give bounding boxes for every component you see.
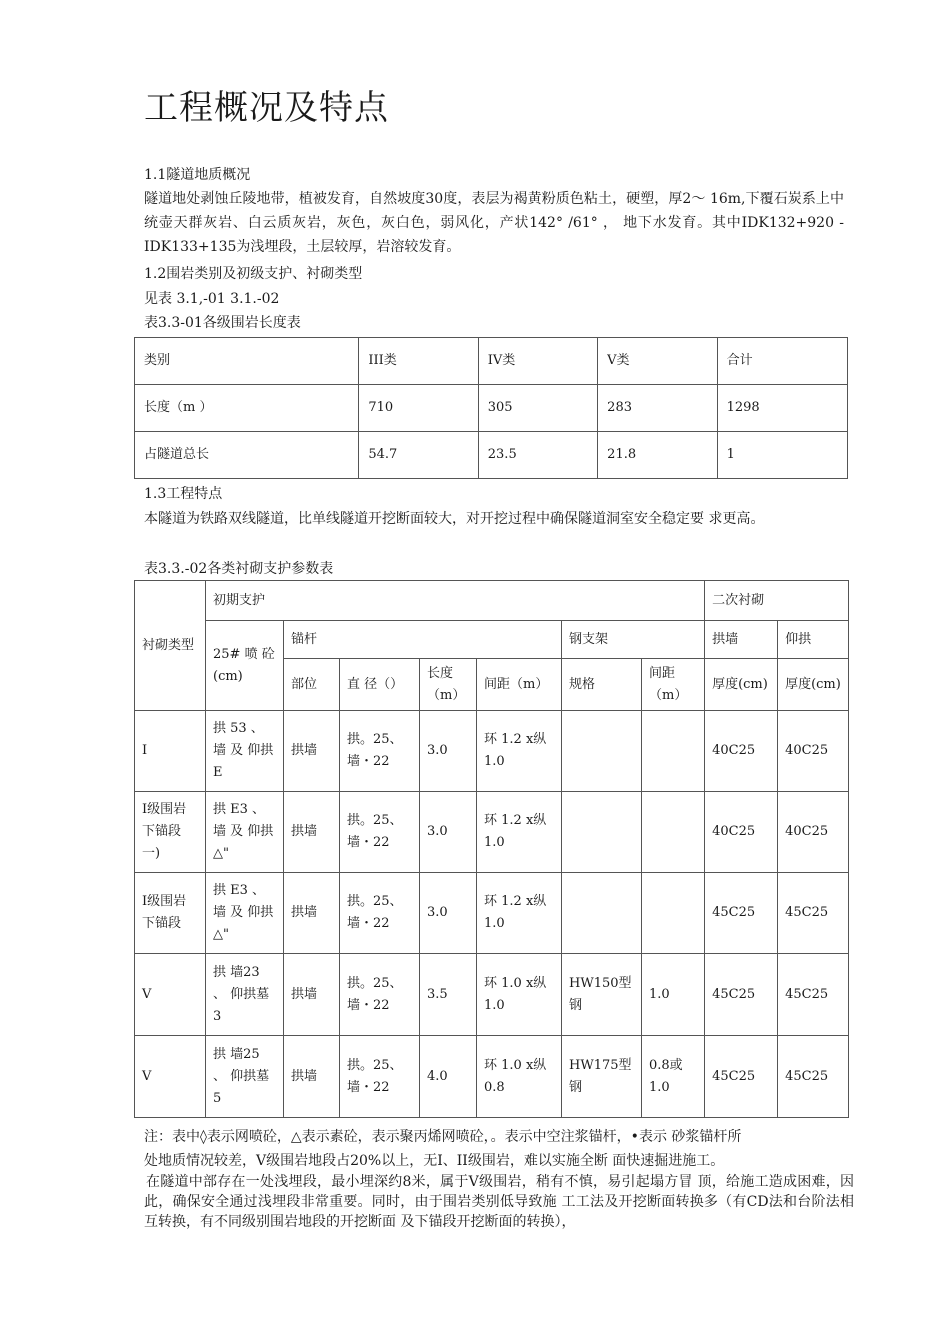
- table-cell: 21.8: [598, 432, 717, 479]
- table-cell: HW175型钢: [562, 1036, 642, 1118]
- table-cell: 拱。25、墙・22: [340, 711, 420, 792]
- table-cell: [562, 873, 642, 954]
- table-cell: V类: [598, 338, 717, 385]
- table-cell: 4.0: [420, 1036, 477, 1118]
- table-cell: 45C25: [778, 954, 849, 1036]
- table-cell: I级围岩下锚段: [135, 873, 206, 954]
- table-cell: III类: [359, 338, 478, 385]
- table-row: [135, 385, 848, 432]
- section-1-3-body: 本隧道为铁路双线隧道，比单线隧道开挖断面较大，对开挖过程中确保隧道洞室安全稳定要 求更高。: [144, 511, 765, 527]
- table-cell: [562, 792, 642, 873]
- table-cell: [642, 711, 705, 792]
- table-cell: 45C25: [705, 954, 778, 1036]
- table-cell: 拱墙: [284, 792, 340, 873]
- table-cell: 54.7: [359, 432, 478, 479]
- table-header-cell: 厚度(cm): [705, 659, 778, 711]
- table-cell: 3.0: [420, 873, 477, 954]
- table-header-cell: 仰拱: [778, 621, 849, 659]
- table-cell: 45C25: [778, 873, 849, 954]
- table-cell: 23.5: [478, 432, 597, 479]
- table-cell: 环 1.2 x纵1.0: [477, 873, 562, 954]
- table-header-cell: 部位: [284, 659, 340, 711]
- table-cell: 拱 E3 、墙 及 仰拱△": [206, 792, 284, 873]
- table-cell: 拱墙: [284, 1036, 340, 1118]
- table-cell: 合计: [717, 338, 847, 385]
- table-header-cell: 直 径（）: [340, 659, 420, 711]
- table-cell: I级围岩下锚段一): [135, 792, 206, 873]
- table-cell: V: [135, 1036, 206, 1118]
- table-header-cell: 钢支架: [562, 621, 705, 659]
- table-cell: [562, 711, 642, 792]
- table-cell: 710: [359, 385, 478, 432]
- table-header-row: [135, 581, 849, 621]
- table-cell: 拱。25、墙・22: [340, 792, 420, 873]
- table-cell: [642, 873, 705, 954]
- table-row: [135, 711, 849, 792]
- table-cell: HW150型钢: [562, 954, 642, 1036]
- table-cell: 3.0: [420, 711, 477, 792]
- page-title: 工程概况及特点: [144, 88, 389, 128]
- table-header-cell: 衬砌类型: [135, 581, 206, 711]
- table-cell: 占隧道总长: [135, 432, 359, 479]
- table-cell: 40C25: [778, 711, 849, 792]
- table1-caption: 表3.3-01各级围岩长度表: [144, 315, 301, 331]
- table-cell: [642, 792, 705, 873]
- table-cell: 45C25: [705, 1036, 778, 1118]
- table-cell: 1298: [717, 385, 847, 432]
- section-1-1-body: 隧道地处剥蚀丘陵地带，植被发育，自然坡度30度，表层为褐黄粉质色粘土，硬塑，厚2〜 16m,下覆石炭系上中统壶天群灰岩、白云质灰岩，灰色，灰白色，弱风化，产状142° /61° ， 地下水发育。其中IDK132+920 -IDK133+135为浅埋段，土层较厚，岩溶较发育。: [144, 191, 844, 255]
- table-header-cell: 拱墙: [705, 621, 778, 659]
- table-cell: 40C25: [705, 792, 778, 873]
- table-cell: 拱。25、墙・22: [340, 873, 420, 954]
- table-header-cell: 25# 喷 砼(cm): [206, 621, 284, 711]
- table-cell: 1: [717, 432, 847, 479]
- table-cell: 拱 墙25 、 仰拱墓5: [206, 1036, 284, 1118]
- table-row: [135, 873, 849, 954]
- table-header-cell: 锚杆: [284, 621, 562, 659]
- table-cell: 45C25: [778, 1036, 849, 1118]
- table-cell: 0.8或1.0: [642, 1036, 705, 1118]
- table-row: [135, 792, 849, 873]
- table-cell: 40C25: [778, 792, 849, 873]
- table-cell: 环 1.0 x纵0.8: [477, 1036, 562, 1118]
- table-row: [135, 954, 849, 1036]
- table-header-row: [135, 621, 849, 659]
- table-cell: 拱墙: [284, 873, 340, 954]
- geology-summary: 处地质情况较差，V级围岩地段占20%以上，无I、II级围岩，难以实施全断 面快速掘进施工。: [144, 1153, 725, 1169]
- table-cell: 45C25: [705, 873, 778, 954]
- table-header-cell: 初期支护: [206, 581, 705, 621]
- table-header-cell: 间距（m）: [642, 659, 705, 711]
- table-cell: 1.0: [642, 954, 705, 1036]
- table-cell: 拱。25、墙・22: [340, 954, 420, 1036]
- table-cell: 环 1.2 x纵1.0: [477, 711, 562, 792]
- table2-caption: 表3.3.-02各类衬砌支护参数表: [144, 561, 334, 577]
- table-header-cell: 间距（m）: [477, 659, 562, 711]
- table-cell: 拱墙: [284, 711, 340, 792]
- table-cell: 拱。25、墙・22: [340, 1036, 420, 1118]
- table-cell: IV类: [478, 338, 597, 385]
- table-row: [135, 432, 848, 479]
- section-1-3-heading: 1.3工程特点: [144, 486, 223, 502]
- table-cell: 3.5: [420, 954, 477, 1036]
- table-note: 注：表中◊表示网喷砼，△表示素砼，表示聚丙烯网喷砼，。表示中空注浆锚杆，•表示 砂浆锚杆所: [144, 1129, 742, 1145]
- section-1-2-heading: 1.2围岩类别及初级支护、衬砌类型: [144, 266, 363, 282]
- table-header-cell: 规格: [562, 659, 642, 711]
- table-cell: 类别: [135, 338, 359, 385]
- table-cell: I: [135, 711, 206, 792]
- table-cell: 3.0: [420, 792, 477, 873]
- table-cell: 长度（m ）: [135, 385, 359, 432]
- table-cell: 40C25: [705, 711, 778, 792]
- table-header-row: [135, 338, 848, 385]
- table-cell: V: [135, 954, 206, 1036]
- table-cell: 拱 E3 、墙 及 仰拱△": [206, 873, 284, 954]
- table-cell: 环 1.2 x纵1.0: [477, 792, 562, 873]
- table-cell: 环 1.0 x纵1.0: [477, 954, 562, 1036]
- lining-parameter-table: [134, 580, 849, 1118]
- table-cell: 283: [598, 385, 717, 432]
- table-cell: 305: [478, 385, 597, 432]
- table-cell: 拱 墙23 、 仰拱墓3: [206, 954, 284, 1036]
- table-header-cell: 二次衬砌: [705, 581, 849, 621]
- rock-length-table: [134, 337, 848, 479]
- table-header-cell: 厚度(cm): [778, 659, 849, 711]
- section-1-2-reference: 见表 3.1,-01 3.1.-02: [144, 291, 280, 307]
- table-header-cell: 长度（m）: [420, 659, 477, 711]
- shallow-section-paragraph: 在隧道中部存在一处浅埋段，最小埋深约8米，属于V级围岩，稍有不慎，易引起塌方冒 顶，给施工造成困难，因此，确保安全通过浅埋段非常重要。同时，由于围岩类别低导致施 工工法及开挖断面转换多（有CD法和台阶法相互转换，有不同级别围岩地段的开挖断面 及下锚段开挖断面的转换），: [144, 1174, 854, 1230]
- table-cell: 拱墙: [284, 954, 340, 1036]
- table-row: [135, 1036, 849, 1118]
- table-cell: 拱 53 、墙 及 仰拱E: [206, 711, 284, 792]
- section-1-1-heading: 1.1隧道地质概况: [144, 167, 251, 183]
